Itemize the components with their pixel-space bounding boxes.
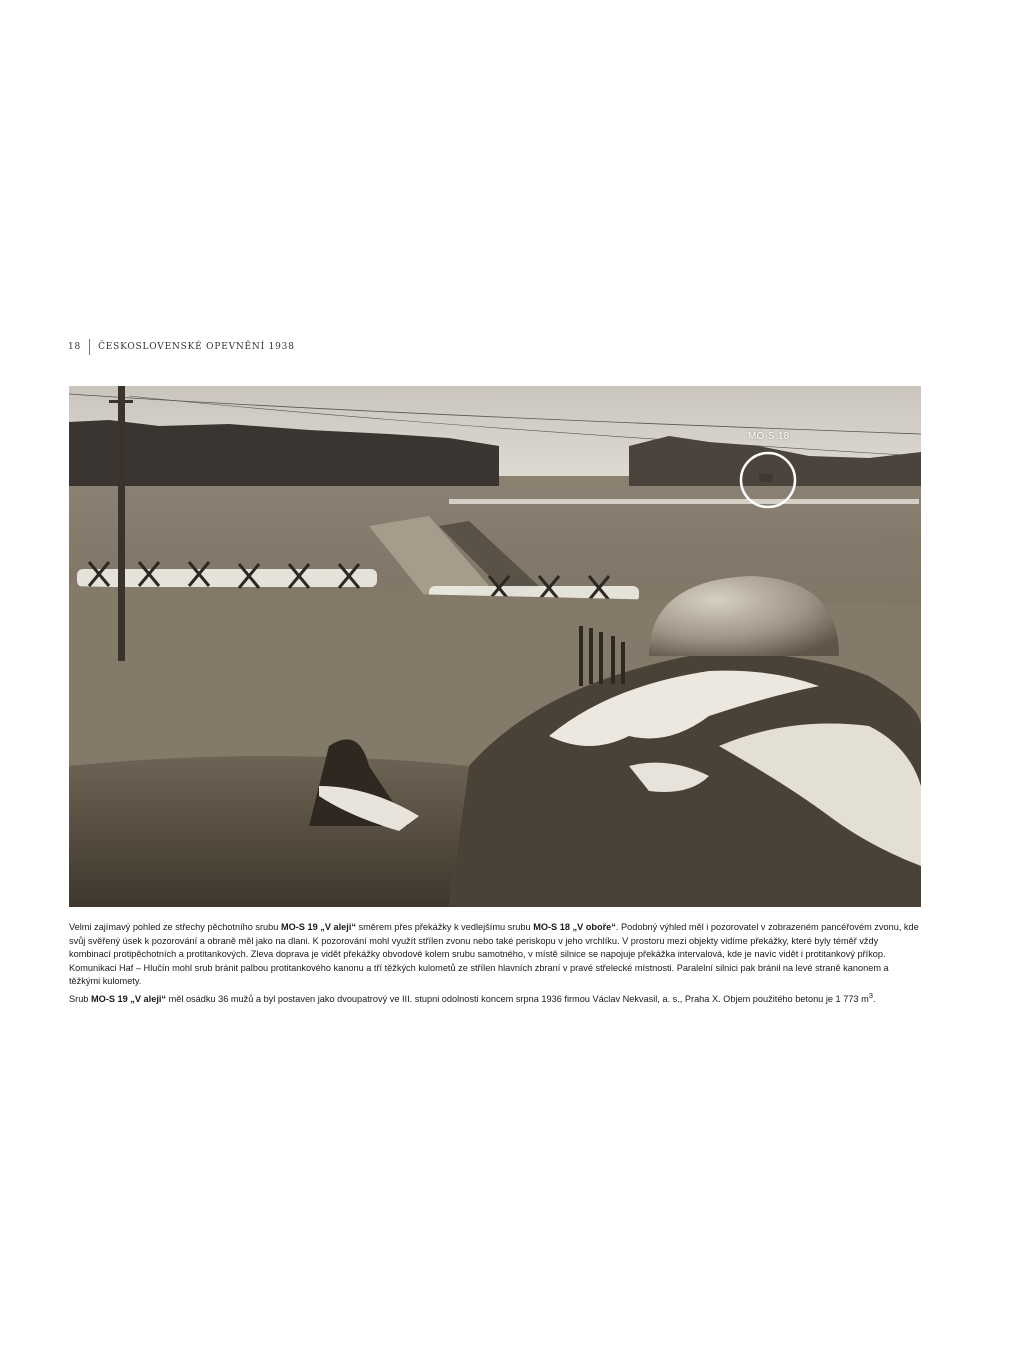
photo-caption [69, 921, 921, 1007]
caption-paragraph-1: Velmi zajímavý pohled ze střechy pěchotního srubu MO-S 19 „V aleji“ směrem přes překážky k vedlejšímu srubu MO-S 18 „V oboře“. Podobný výhled měl i pozorovatel v zobrazeném pancéřovém zvonu, kde svůj svěřený úsek k pozorování a obraně měl jako na dlani. K pozorování mohl využít střílen zvonu nebo také periskopu v jeho vrchlíku. V prostoru mezi objekty vidíme překážky, které byly téměř vždy kombinací protipěchotních a protitankových. Zleva doprava je vidět překážky obvodové kolem srubu samotného, v místě silnice se napojuje překážka intervalová, kde je navíc vidět i protitankový příkop. Komunikaci Haf – Hlučín mohl srub bránit palbou protitankového kanonu a tří těžkých kulometů ze střílen hlavních zbraní v pravé střelecké místnosti. Paralelní silnici pak bránil na levé straně kanonem a těžkými kulomety. [69, 922, 919, 987]
callout-label-mos18: MO-S 18 [748, 431, 790, 442]
running-head [68, 338, 295, 356]
bunker-photograph [69, 386, 921, 907]
caption-paragraph-2: Srub MO-S 19 „V aleji“ měl osádku 36 mužů a byl postaven jako dvoupatrový ve III. stupni odolnosti koncem srpna 1936 firmou Václav Nekvasil, a. s., Praha X. Objem použitého betonu je 1 773 $m^3$. [69, 990, 876, 1005]
header-divider [89, 339, 90, 355]
page-number: 18 [68, 342, 82, 352]
running-title: ČESKOSLOVENSKÉ OPEVNĚNÍ 1938 [98, 342, 295, 352]
